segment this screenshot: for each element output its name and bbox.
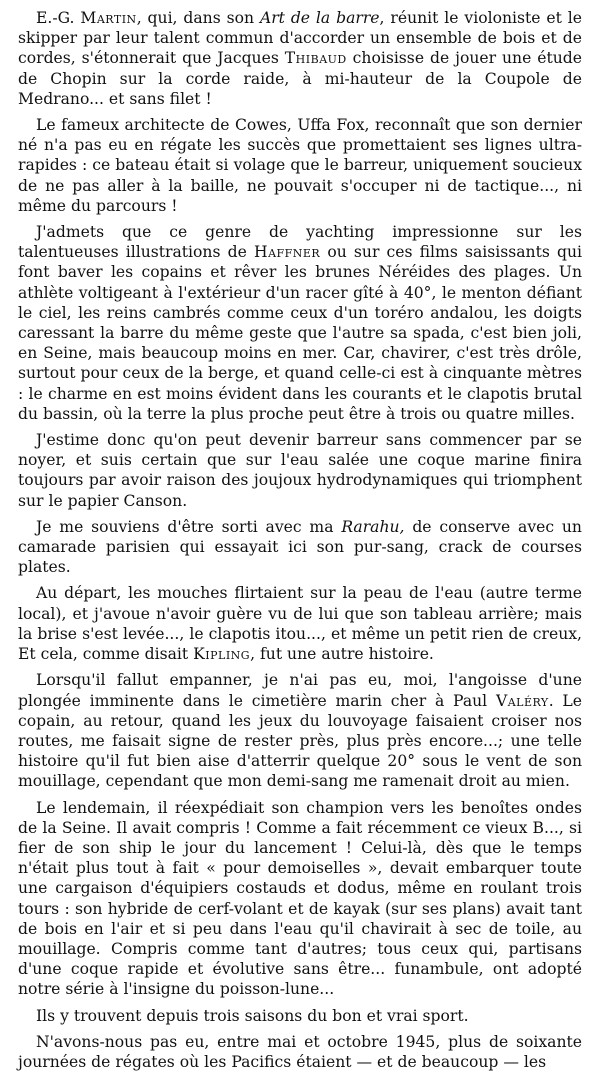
book-title: Art de la barre — [259, 9, 380, 27]
paragraph-9 — [18, 1006, 582, 1026]
article-body — [18, 8, 582, 1078]
text-segment: Je me souviens d'être sorti avec ma — [36, 517, 342, 536]
text-segment: choisisse de jouer une étude de Chopin sur la corde raide, à mi-hauteur de la Coupole de Medrano... et sans filet ! — [18, 49, 582, 108]
text-segment: , réunit le violoniste et le skipper par leur talent commun d'accorder un ensemble de bois et de cordes, s'étonnerait que Jacques — [18, 9, 582, 68]
text-segment: J'admets que ce genre de yachting impressionne sur les talentueuses illustrations de — [18, 223, 582, 262]
person-name-thibaud: Thibaud — [284, 49, 347, 68]
text-segment: de conserve avec un camarade parisien qui essayait ici son pur-sang, crack de courses plates. — [18, 517, 582, 577]
text-segment: ou sur ces films saisissants qui font baver les copains et rêver les brunes Néréides des plages. Un athlète voltigeant à l'extérieur d'un racer gîté à 40°, le menton défiant le ciel, les reins cambrés comme ceux d'un toréro andalou, les doigts caressant la barre du même geste que l'autre sa spada, c'est bien joli, en Seine, mais beaucoup moins en mer. Car, chavirer, c'est très drôle, surtout pour ceux de la berge, et quand celle-ci est à cinquante mètres : le charme en est moins évident dans les courants et le clapotis brutal du bassin, où la terre la plus proche peut être à trois ou quatre milles. — [18, 243, 582, 423]
text-segment: J'estime donc qu'on peut devenir barreur sans commencer par se noyer, et suis certain que sur l'eau salée une coque marine finira toujours par avoir raison des joujoux hydrodynamiques qui triomphent sur le papier Canson. — [18, 431, 582, 510]
author-name-martin: Martin — [80, 9, 137, 27]
text-segment: Le lendemain, il réexpédiait son champion vers les benoîtes ondes de la Seine. Il avait compris ! Comme a fait récemment ce vieux B..., si fier de son ship le jour du lancement ! Celui-là, dès que le temps n'était plus tout à fait « pour demoiselles », devait embarquer toute une cargaison d'équipiers costauds et dodus, même en roulant trois tours : son hybride de cerf-volant et de kayak (sur ses plans) avait tant de bois en l'air et si peu dans l'eau qu'il chavirait à sec de toile, au mouillage. Compris comme tant d'autres; tous ceux qui, partisans d'une coque rapide et évolutive sans être... funambule, ont adopté notre série à l'insigne du poisson-lune... — [18, 798, 582, 999]
paragraph-2 — [18, 115, 582, 216]
text-segment: Au départ, les mouches flirtaient sur la peau de l'eau (autre terme local), et j'avoue n'avoir guère vu de lui que son tableau arrière; mais la brise s'est levée..., le clapotis itou..., et même un petit rien de creux, Et cela, comme disait — [18, 584, 582, 664]
boat-name: Rarahu, — [341, 517, 405, 536]
paragraph-10 — [18, 1032, 582, 1072]
paragraph-8 — [18, 798, 582, 1000]
text-segment: E.-G. — [36, 9, 81, 27]
text-segment: , fut une autre histoire. — [250, 645, 434, 664]
text-segment: . Le copain, au retour, quand les jeux du louvoyage faisaient croiser nos routes, me faisait signe de rester près, plus près encore...; une telle histoire qu'il fut bien aise d'atterrir quelque 20° sous le vent de son mouillage, cependant que mon demi-sang me ramenait droit au mien. — [18, 691, 582, 791]
text-segment: N'avons-nous pas eu, entre mai et octobre 1945, plus de soixante journées de régates où les Pacifics étaient — et de beaucoup — les — [18, 1032, 582, 1071]
person-name-valery: Valéry — [495, 691, 549, 710]
paragraph-1 — [18, 8, 582, 109]
paragraph-5 — [18, 517, 582, 578]
text-segment: , qui, dans son — [136, 9, 260, 27]
paragraph-6 — [18, 583, 582, 664]
paragraph-3 — [18, 222, 582, 424]
text-segment: Le fameux architecte de Cowes, Uffa Fox, reconnaît que son dernier né n'a pas eu en régate les succès que promettaient ses lignes ultra-rapides : ce bateau était si volage que le barreur, uniquement soucieux de ne pas aller à la baille, ne pouvait s'occuper ni de tactique..., ni même du parcours ! — [18, 116, 582, 215]
paragraph-7 — [18, 670, 582, 791]
text-segment: Lorsqu'il fallut empanner, je n'ai pas eu, moi, l'angoisse d'une plongée imminente dans le cimetière marin cher à Paul — [18, 671, 582, 710]
text-segment: Ils y trouvent depuis trois saisons du bon et vrai sport. — [36, 1006, 469, 1025]
person-name-kipling: Kipling — [193, 645, 251, 664]
person-name-haffner: Haffner — [253, 243, 321, 262]
paragraph-4 — [18, 430, 582, 511]
